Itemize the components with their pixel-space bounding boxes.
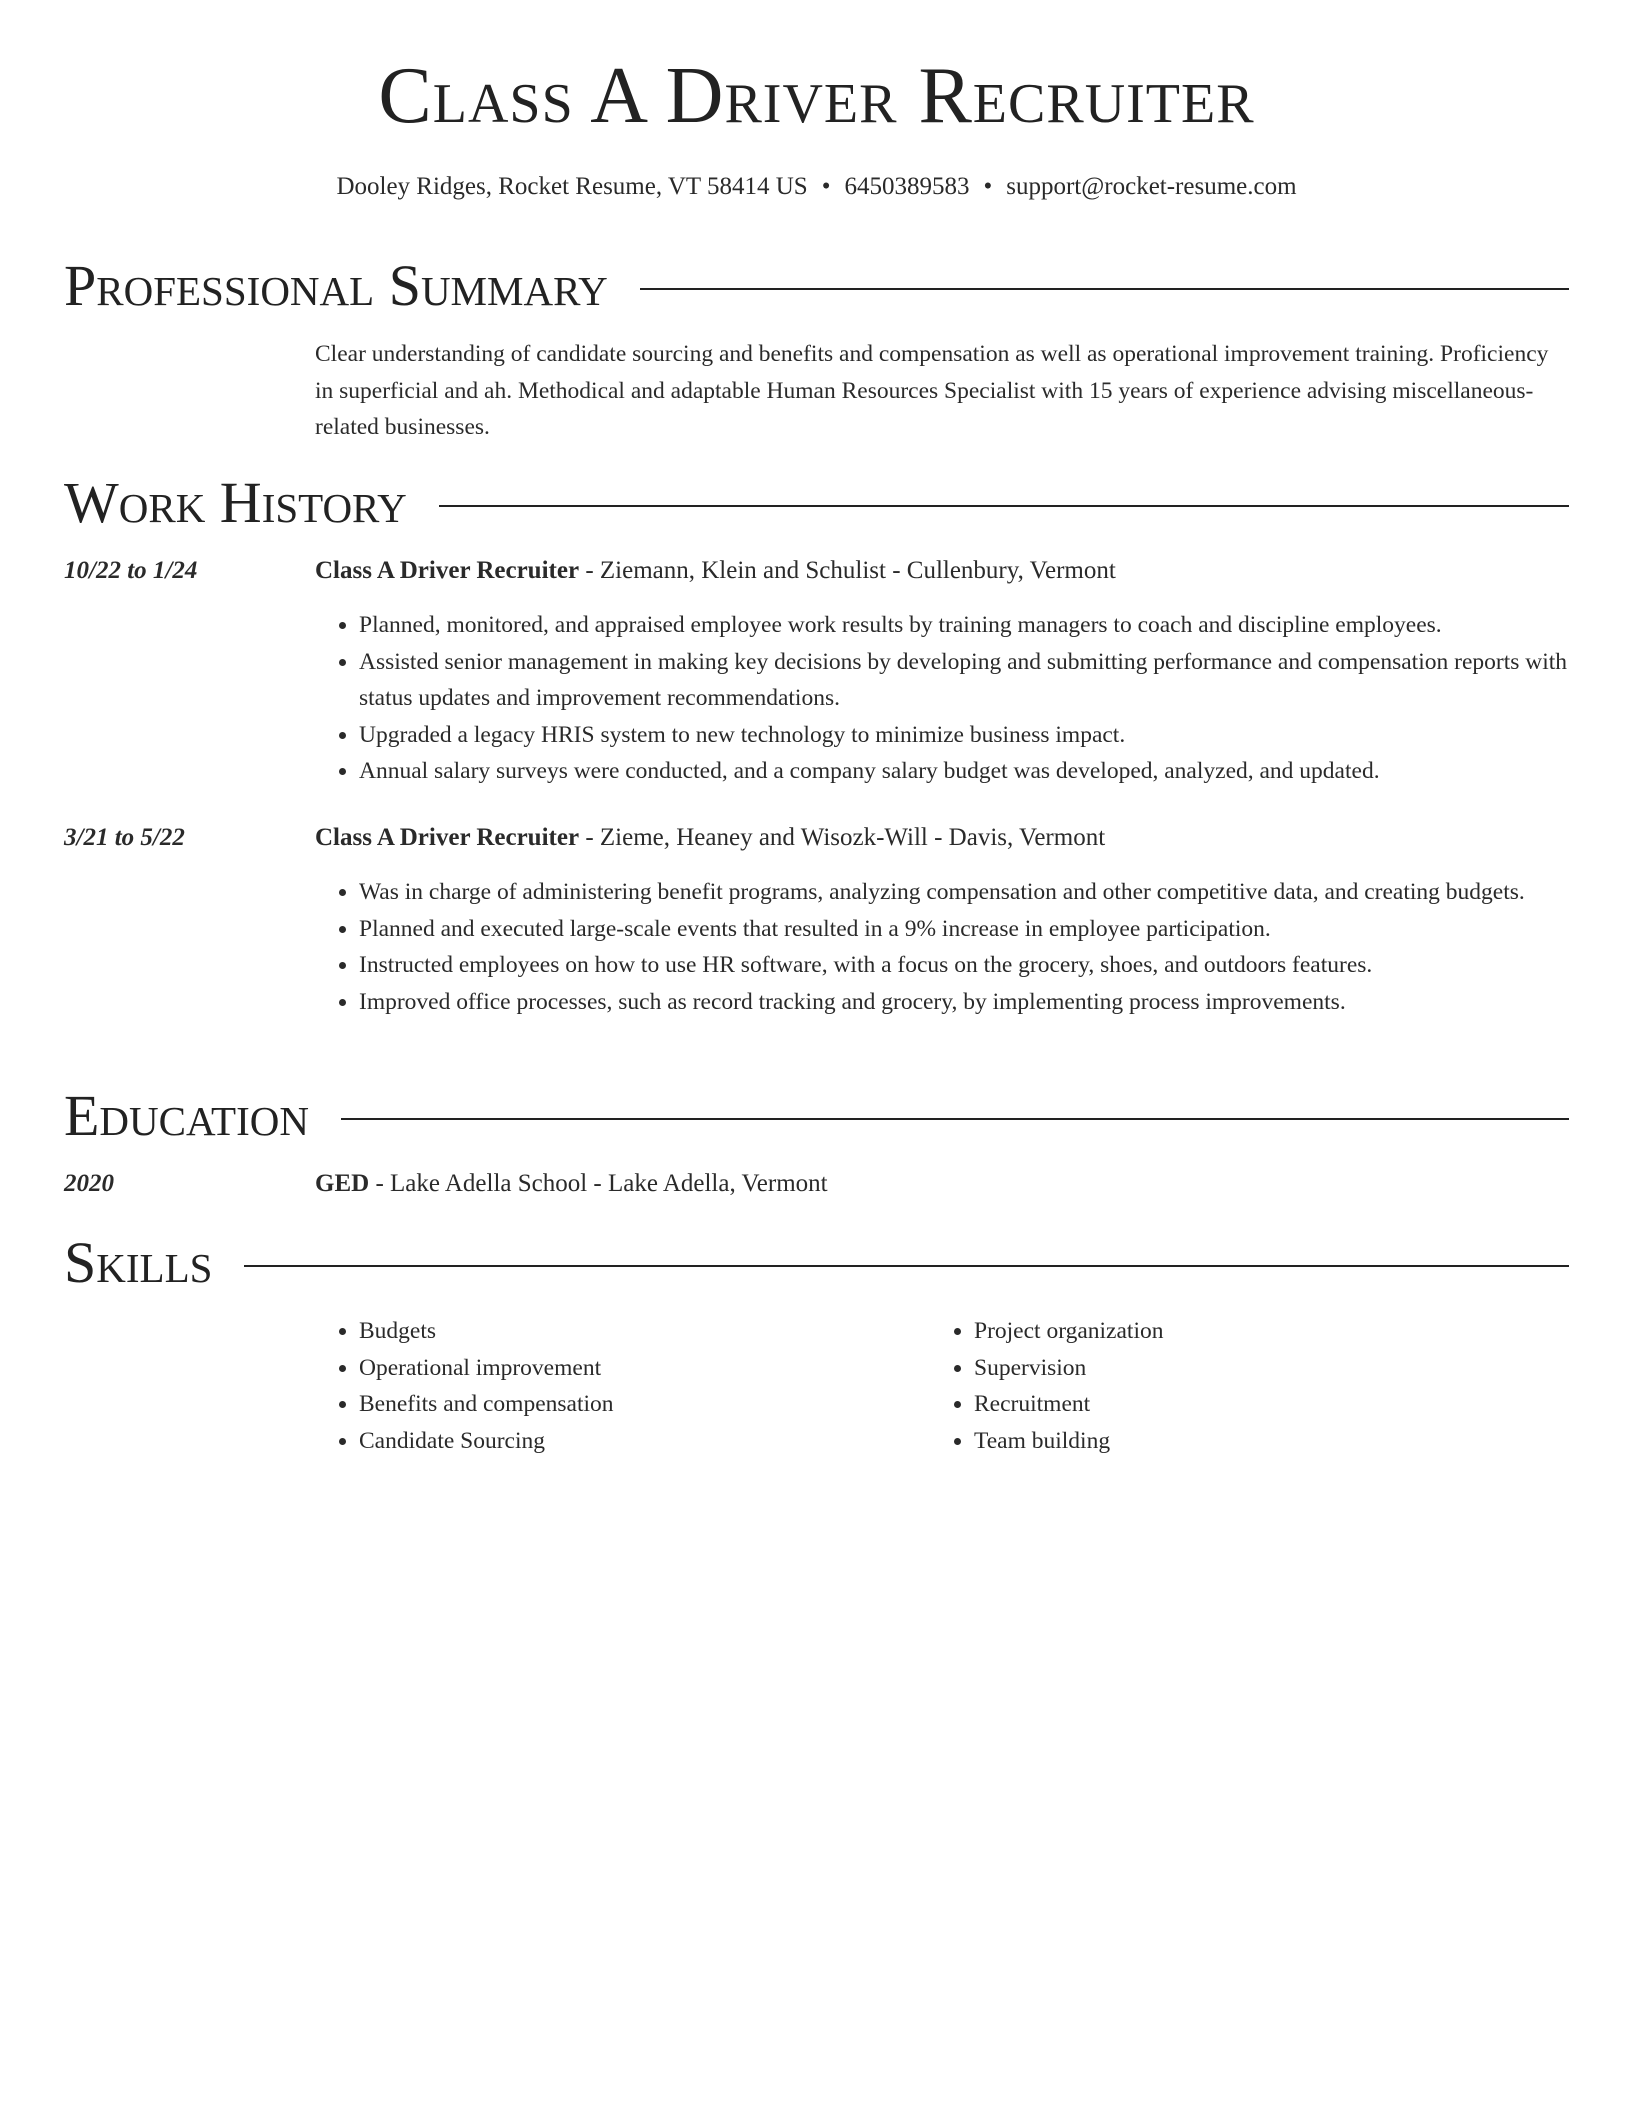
summary-text: Clear understanding of candidate sourcing and benefits and compensation as well as operational improvement training. Proficiency in superficial and ah. Methodical and adaptable Human Resources Specialist with 15 years of experience advising miscellaneous-related businesses.: [315, 341, 1549, 440]
section-heading-skills: Skills: [64, 1230, 213, 1295]
education-school: - Lake Adella School - Lake Adella, Vermont: [369, 1170, 828, 1197]
job-title-line: [315, 824, 1105, 852]
contact-phone: 6450389583: [844, 173, 970, 200]
job-employer: - Ziemann, Klein and Schulist - Cullenbury, Vermont: [579, 557, 1116, 584]
section-divider: [244, 1265, 1569, 1267]
list-item: • Was in charge of administering benefit programs, analyzing compensation and other competitive data, and creating budgets.: [359, 874, 1569, 911]
job-title: Class A Driver Recruiter: [315, 557, 580, 584]
education-year: 2020: [64, 1170, 114, 1197]
list-item: • Supervision: [974, 1350, 1530, 1387]
section-divider: [439, 505, 1569, 507]
section-header-education: [64, 1083, 1569, 1148]
list-item: • Instructed employees on how to use HR software, with a focus on the grocery, shoes, and outdoors features.: [359, 947, 1569, 984]
section-header-summary: [64, 253, 1569, 318]
list-item: • Improved office processes, such as record tracking and grocery, by implementing process improvements.: [359, 984, 1569, 1021]
section-divider: [341, 1118, 1569, 1120]
list-item: • Assisted senior management in making key decisions by developing and submitting performance and compensation reports with status updates and improvement recommendations.: [359, 644, 1569, 717]
contact-address: Dooley Ridges, Rocket Resume, VT 58414 US: [336, 173, 808, 200]
job-bullets: [315, 874, 1569, 1020]
section-divider: [640, 288, 1569, 290]
job-employer: - Zieme, Heaney and Wisozk-Will - Davis, Vermont: [579, 824, 1106, 851]
contact-email: support@rocket-resume.com: [1006, 173, 1297, 200]
section-heading-education: Education: [64, 1083, 309, 1148]
contact-line: [64, 173, 1569, 201]
list-item: • Project organization: [974, 1313, 1530, 1350]
skills-list-right: [930, 1313, 1530, 1459]
list-item: • Planned and executed large-scale events that resulted in a 9% increase in employee participation.: [359, 911, 1569, 948]
list-item: • Candidate Sourcing: [359, 1423, 915, 1460]
list-item: • Benefits and compensation: [359, 1386, 915, 1423]
list-item: • Team building: [974, 1423, 1530, 1460]
list-item: • Recruitment: [974, 1386, 1530, 1423]
list-item: • Budgets: [359, 1313, 915, 1350]
list-item: • Annual salary surveys were conducted, and a company salary budget was developed, analyzed, and updated.: [359, 753, 1569, 790]
list-item: • Operational improvement: [359, 1350, 915, 1387]
resume-title: Class A Driver Recruiter: [378, 52, 1255, 140]
list-item: • Upgraded a legacy HRIS system to new technology to minimize business impact.: [359, 717, 1569, 754]
education-line: [315, 1170, 828, 1198]
list-item: • Planned, monitored, and appraised employee work results by training managers to coach and discipline employees.: [359, 607, 1569, 644]
job-bullets: [315, 607, 1569, 790]
job-dates: 3/21 to 5/22: [64, 824, 185, 851]
job-dates: 10/22 to 1/24: [64, 557, 198, 584]
section-heading-work: Work History: [64, 470, 407, 535]
contact-separator: •: [983, 173, 993, 200]
contact-separator: •: [821, 173, 831, 200]
section-header-work: [64, 470, 1569, 535]
education-degree: GED: [315, 1170, 370, 1197]
skills-list-left: [315, 1313, 915, 1459]
job-title-line: [315, 557, 1116, 585]
section-heading-summary: Professional Summary: [64, 253, 608, 318]
job-title: Class A Driver Recruiter: [315, 824, 580, 851]
section-header-skills: [64, 1230, 1569, 1295]
